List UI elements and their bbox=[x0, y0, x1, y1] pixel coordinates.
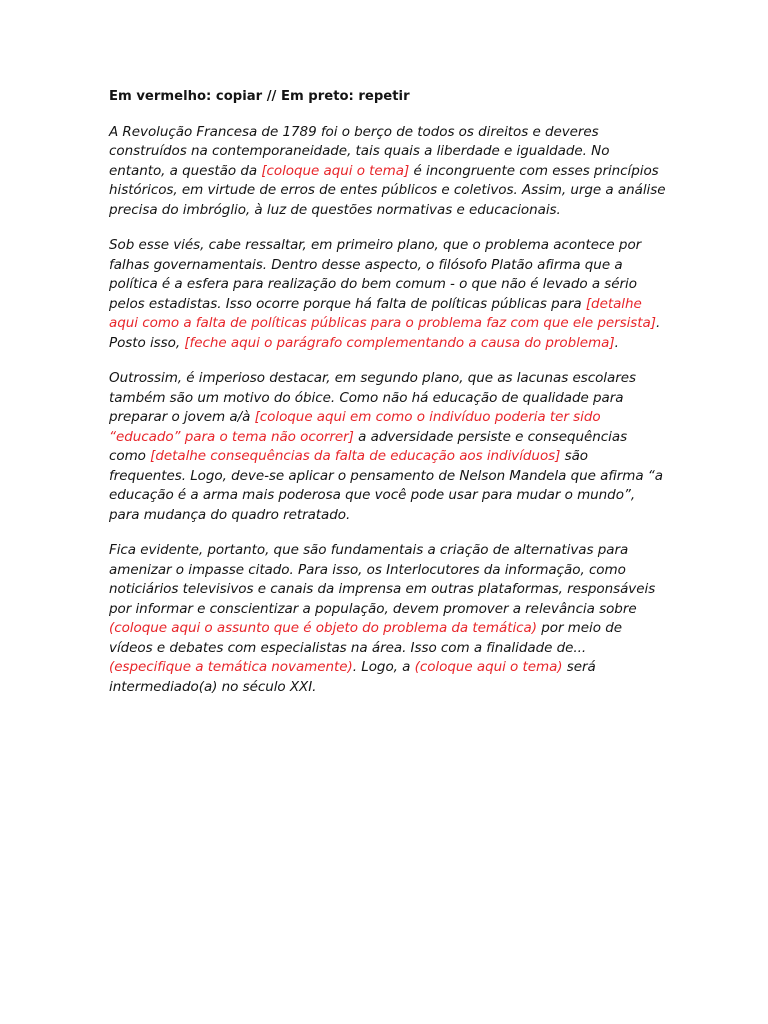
placeholder-instruction: [coloque aqui em como o indivíduo poderia ter sido “educado” para o tema não ocorrer] bbox=[109, 409, 601, 445]
paragraph-introduction bbox=[109, 123, 668, 221]
placeholder-instruction: (coloque aqui o assunto que é objeto do problema da temática) bbox=[109, 620, 537, 636]
paragraph-text: . Posto isso, bbox=[109, 315, 661, 351]
paragraph-text: Outrossim, é imperioso destacar, em segundo plano, que as lacunas escolares também são um motivo do óbice. Como não há educação de qualidade para preparar o jovem a/à bbox=[109, 370, 636, 425]
paragraph-text: é incongruente com esses princípios históricos, em virtude de erros de entes públicos e coletivos. Assim, urge a análise precisa do imbróglio, à luz de questões normativas e educacionais. bbox=[109, 162, 666, 218]
placeholder-instruction: [detalhe aqui como a falta de políticas públicas para o problema faz com que ele persista] bbox=[109, 295, 656, 331]
placeholder-instruction: [coloque aqui o tema] bbox=[261, 162, 410, 179]
placeholder-instruction: (coloque aqui o tema) bbox=[414, 659, 563, 675]
paragraph-text: . bbox=[614, 334, 619, 351]
paragraph-development-1 bbox=[109, 236, 668, 353]
paragraph-text: a adversidade persiste e consequências como bbox=[109, 428, 628, 464]
paragraph-text: será intermediado(a) no século XXI. bbox=[109, 659, 596, 695]
paragraph-text: Sob esse viés, cabe ressaltar, em primeiro plano, que o problema acontece por falhas governamentais. Dentro desse aspecto, o filósofo Platão afirma que a política é a esfera para realização do bem comum - o que não é levado a sério pelos estadistas. Isso ocorre porque há falta de políticas públicas para bbox=[109, 237, 642, 312]
paragraph-text: . Logo, a bbox=[352, 659, 415, 675]
paragraph-text: A Revolução Francesa de 1789 foi o berço de todos os direitos e deveres construídos na contemporaneidade, tais quais a liberdade e igualdade. No entanto, a questão da bbox=[109, 123, 610, 179]
placeholder-instruction: [feche aqui o parágrafo complementando a causa do problema] bbox=[184, 334, 615, 351]
paragraph-text: Fica evidente, portanto, que são fundamentais a criação de alternativas para amenizar o impasse citado. Para isso, os Interlocutores da informação, como noticiários televisivos e canais da imprensa em outras plataformas, responsáveis por informar e conscientizar a população, devem promover a relevância sobre bbox=[109, 542, 656, 617]
placeholder-instruction: [detalhe consequências da falta de educação aos indivíduos] bbox=[150, 448, 561, 464]
paragraph-development-2 bbox=[109, 369, 668, 525]
placeholder-instruction: (especifique a temática novamente) bbox=[109, 659, 353, 675]
paragraph-text: são frequentes. Logo, deve-se aplicar o pensamento de Nelson Mandela que afirma “a educação é a arma mais poderosa que você pode usar para mudar o mundo”, para mudança do quadro retratado. bbox=[109, 448, 663, 523]
paragraph-text: por meio de vídeos e debates com especialistas na área. Isso com a finalidade de... bbox=[109, 620, 622, 656]
paragraph-conclusion bbox=[109, 541, 668, 697]
document-heading: Em vermelho: copiar // Em preto: repetir bbox=[109, 89, 410, 104]
